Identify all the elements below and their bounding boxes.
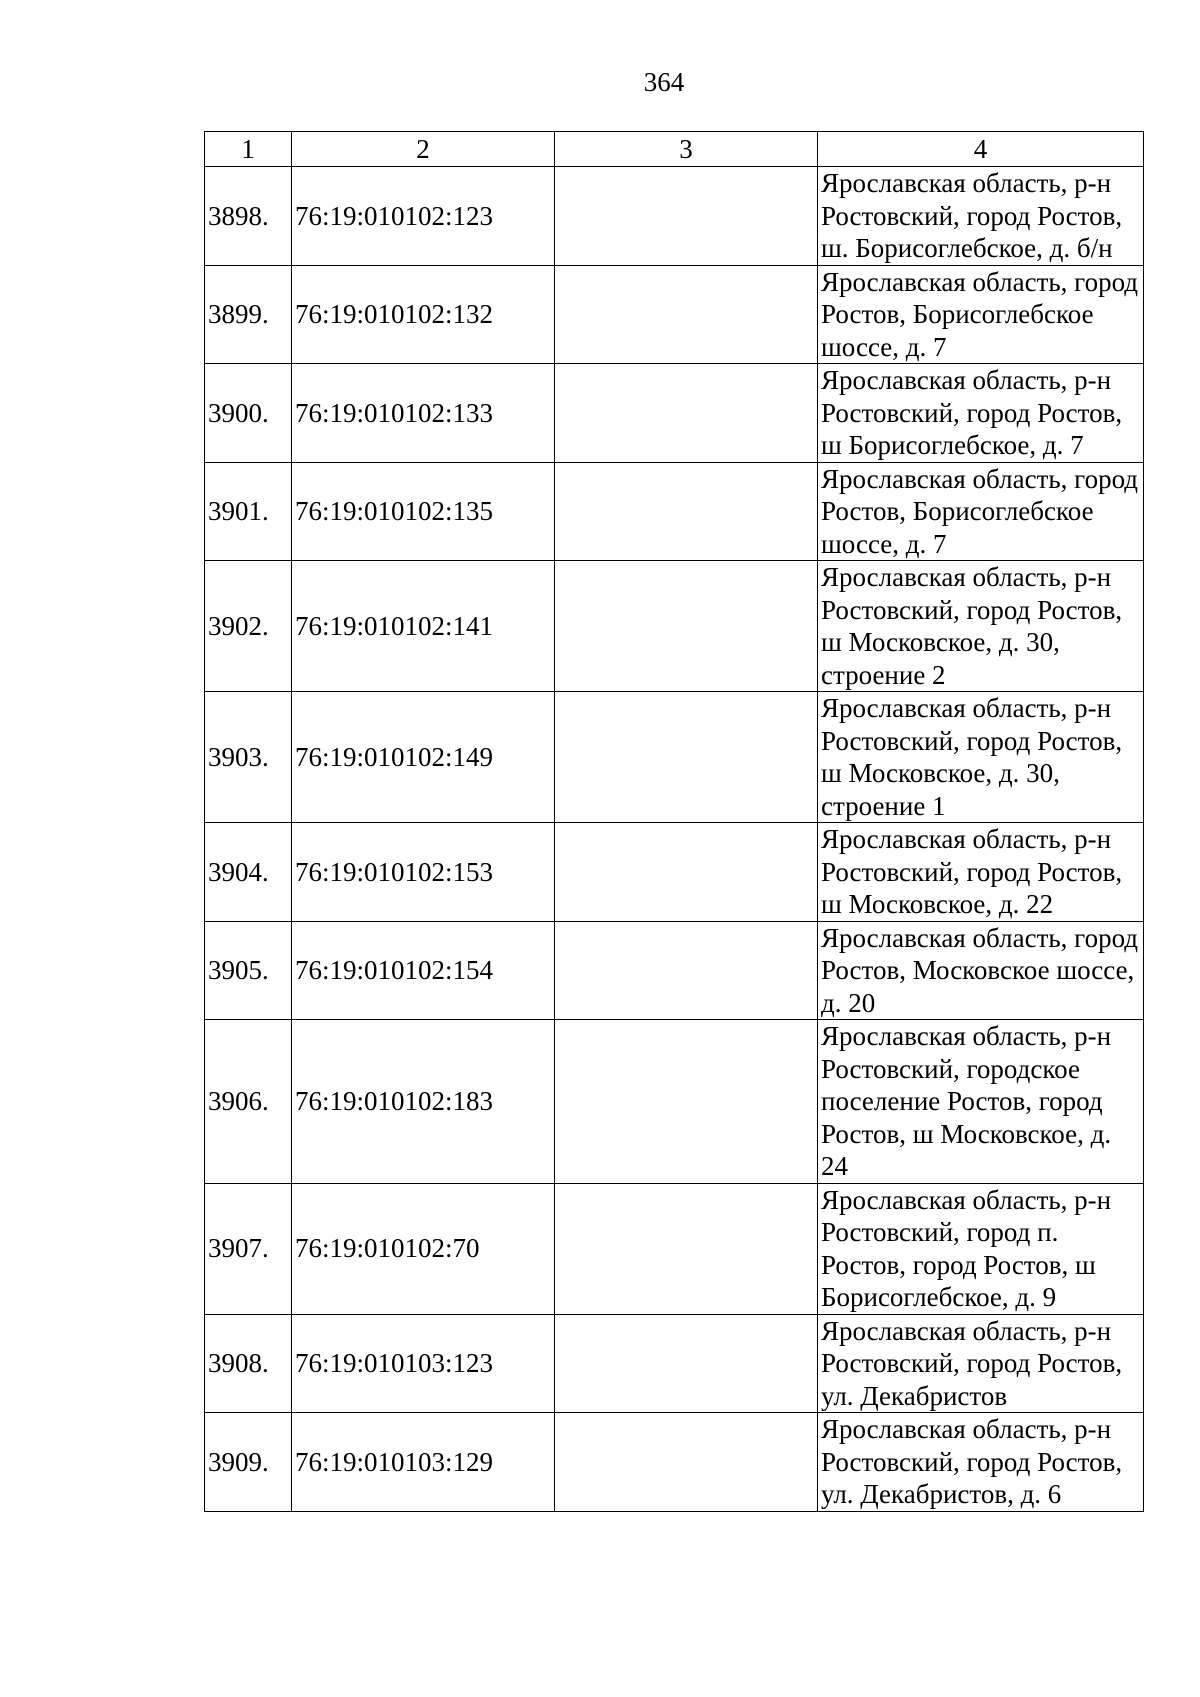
address-cell: Ярославская область, город Ростов, Московское шоссе, д. 20 bbox=[818, 921, 1144, 1020]
page-number: 364 bbox=[643, 67, 685, 97]
cadastral-number: 76:19:010102:154 bbox=[292, 921, 555, 1020]
row-number: 3900. bbox=[205, 364, 292, 463]
table-row bbox=[205, 823, 1144, 922]
header-col-4: 4 bbox=[818, 132, 1144, 167]
cadastral-number: 76:19:010102:133 bbox=[292, 364, 555, 463]
cadastral-number: 76:19:010102:123 bbox=[292, 167, 555, 266]
table-row bbox=[205, 1020, 1144, 1184]
table-row bbox=[205, 692, 1144, 823]
address-cell: Ярославская область, город Ростов, Борисоглебское шоссе, д. 7 bbox=[818, 462, 1144, 561]
column-3-cell bbox=[555, 561, 818, 692]
header-col-3: 3 bbox=[555, 132, 818, 167]
address-cell: Ярославская область, р-н Ростовский, городское поселение Ростов, город Ростов, ш Московское, д. 24 bbox=[818, 1020, 1144, 1184]
cadastral-number: 76:19:010103:123 bbox=[292, 1314, 555, 1413]
cadastral-number: 76:19:010102:183 bbox=[292, 1020, 555, 1184]
cadastral-number: 76:19:010102:141 bbox=[292, 561, 555, 692]
row-number: 3907. bbox=[205, 1183, 292, 1314]
cadastral-number: 76:19:010102:149 bbox=[292, 692, 555, 823]
row-number: 3902. bbox=[205, 561, 292, 692]
address-cell: Ярославская область, р-н Ростовский, город Ростов, ул. Декабристов bbox=[818, 1314, 1144, 1413]
row-number: 3901. bbox=[205, 462, 292, 561]
cadastral-number: 76:19:010103:129 bbox=[292, 1413, 555, 1512]
row-number: 3899. bbox=[205, 265, 292, 364]
row-number: 3908. bbox=[205, 1314, 292, 1413]
table-row bbox=[205, 364, 1144, 463]
column-3-cell bbox=[555, 462, 818, 561]
cadastral-number: 76:19:010102:135 bbox=[292, 462, 555, 561]
cadastral-number: 76:19:010102:132 bbox=[292, 265, 555, 364]
address-cell: Ярославская область, р-н Ростовский, город Ростов, ш Московское, д. 22 bbox=[818, 823, 1144, 922]
column-3-cell bbox=[555, 1183, 818, 1314]
table-row bbox=[205, 1413, 1144, 1512]
row-number: 3906. bbox=[205, 1020, 292, 1184]
row-number: 3904. bbox=[205, 823, 292, 922]
column-3-cell bbox=[555, 921, 818, 1020]
row-number: 3898. bbox=[205, 167, 292, 266]
column-3-cell bbox=[555, 692, 818, 823]
address-cell: Ярославская область, р-н Ростовский, город Ростов, ул. Декабристов, д. 6 bbox=[818, 1413, 1144, 1512]
table-row bbox=[205, 265, 1144, 364]
table-row bbox=[205, 462, 1144, 561]
table-row bbox=[205, 921, 1144, 1020]
column-3-cell bbox=[555, 364, 818, 463]
row-number: 3909. bbox=[205, 1413, 292, 1512]
header-row bbox=[205, 132, 1144, 167]
address-cell: Ярославская область, р-н Ростовский, город Ростов, ш Московское, д. 30, строение 1 bbox=[818, 692, 1144, 823]
column-3-cell bbox=[555, 1314, 818, 1413]
address-cell: Ярославская область, р-н Ростовский, город Ростов, ш. Борисоглебское, д. б/н bbox=[818, 167, 1144, 266]
column-3-cell bbox=[555, 1020, 818, 1184]
header-col-2: 2 bbox=[292, 132, 555, 167]
table-row bbox=[205, 1314, 1144, 1413]
registry-table bbox=[204, 131, 1144, 1512]
column-3-cell bbox=[555, 1413, 818, 1512]
row-number: 3905. bbox=[205, 921, 292, 1020]
address-cell: Ярославская область, р-н Ростовский, город Ростов, ш Борисоглебское, д. 7 bbox=[818, 364, 1144, 463]
table-row bbox=[205, 167, 1144, 266]
cadastral-number: 76:19:010102:153 bbox=[292, 823, 555, 922]
cadastral-number: 76:19:010102:70 bbox=[292, 1183, 555, 1314]
column-3-cell bbox=[555, 823, 818, 922]
address-cell: Ярославская область, р-н Ростовский, город п. Ростов, город Ростов, ш Борисоглебское, д. 9 bbox=[818, 1183, 1144, 1314]
column-3-cell bbox=[555, 265, 818, 364]
table-row bbox=[205, 1183, 1144, 1314]
table-row bbox=[205, 561, 1144, 692]
column-3-cell bbox=[555, 167, 818, 266]
row-number: 3903. bbox=[205, 692, 292, 823]
address-cell: Ярославская область, город Ростов, Борисоглебское шоссе, д. 7 bbox=[818, 265, 1144, 364]
header-col-1: 1 bbox=[205, 132, 292, 167]
address-cell: Ярославская область, р-н Ростовский, город Ростов, ш Московское, д. 30, строение 2 bbox=[818, 561, 1144, 692]
